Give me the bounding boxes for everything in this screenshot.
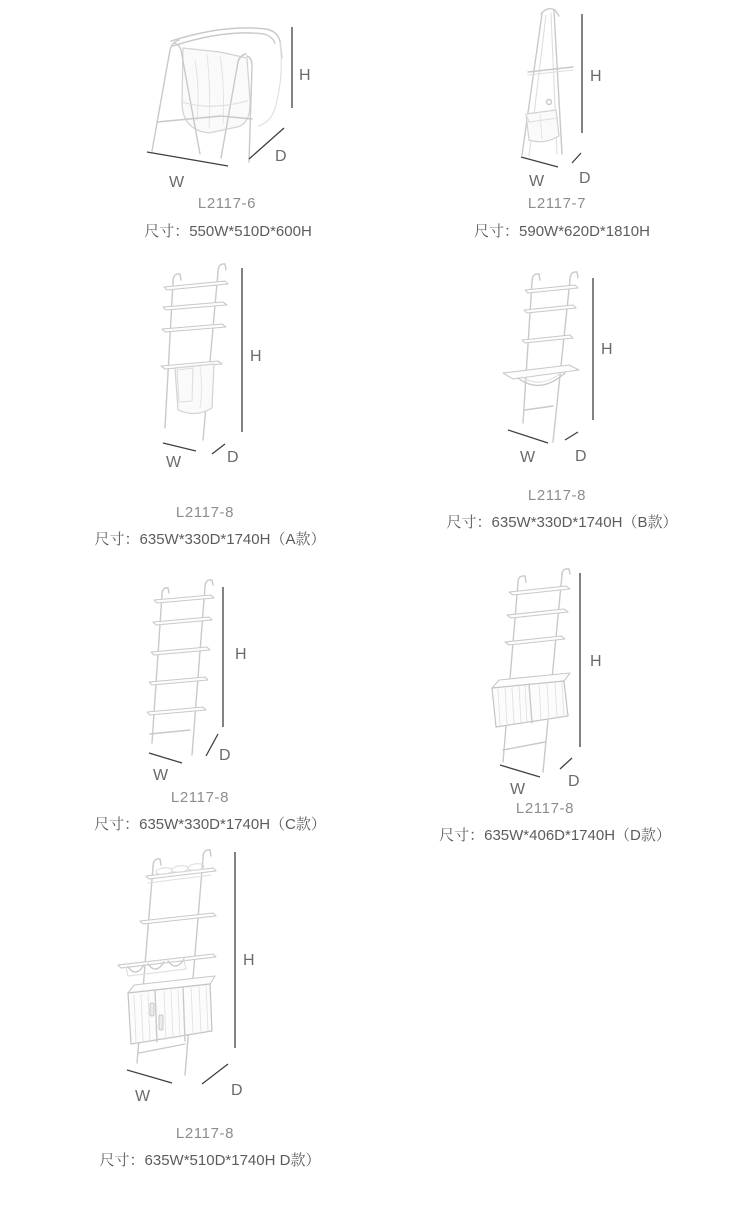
height-label: H	[235, 646, 247, 663]
width-dimension-line	[147, 152, 228, 166]
product-size: 尺寸：635W*510D*1740H D款）	[99, 1152, 321, 1169]
depth-label: D	[568, 773, 580, 790]
furniture-drawing	[492, 569, 570, 772]
depth-dimension-line	[560, 758, 572, 769]
product-model: L2117-7	[527, 195, 587, 212]
magazine-rack-sketch	[125, 10, 340, 192]
height-label: H	[299, 67, 311, 84]
depth-dimension-line	[212, 444, 225, 454]
depth-label: D	[219, 747, 231, 764]
ladder-shelf-a-sketch	[142, 258, 322, 470]
depth-label: D	[575, 448, 587, 465]
depth-dimension-line	[572, 153, 581, 163]
depth-dimension-line	[202, 1064, 228, 1084]
width-label: W	[529, 173, 545, 190]
furniture-drawing	[161, 264, 228, 440]
furniture-drawing	[503, 272, 579, 442]
height-label: H	[250, 348, 262, 365]
furniture-drawing	[118, 850, 216, 1075]
product-size: 尺寸：635W*330D*1740H（A款）	[94, 531, 326, 548]
width-label: W	[510, 781, 526, 798]
product-size: 尺寸：635W*406D*1740H（D款）	[439, 827, 671, 844]
height-label: H	[590, 68, 602, 85]
width-dimension-line	[500, 765, 540, 777]
ladder-shelf-b-sketch	[472, 263, 652, 468]
product-model: L2117-8	[515, 800, 575, 817]
furniture-drawing	[522, 9, 573, 156]
product-model: L2117-8	[527, 487, 587, 504]
product-model: L2117-6	[197, 195, 257, 212]
depth-label: D	[275, 148, 287, 165]
bar-ladder-sketch	[98, 845, 318, 1117]
depth-label: D	[579, 170, 591, 187]
width-label: W	[520, 449, 536, 466]
furniture-drawing	[147, 580, 214, 755]
product-size: 尺寸：635W*330D*1740H（B款）	[446, 514, 678, 531]
product-model: L2117-8	[175, 1125, 235, 1142]
width-dimension-line	[521, 157, 558, 167]
depth-label: D	[227, 449, 239, 466]
width-dimension-line	[127, 1070, 172, 1083]
product-model: L2117-8	[175, 504, 235, 521]
height-label: H	[601, 341, 613, 358]
product-size: 尺寸：635W*330D*1740H（C款）	[94, 816, 326, 833]
width-dimension-line	[163, 443, 196, 451]
product-size: 尺寸：550W*510D*600H	[144, 223, 312, 240]
width-label: W	[153, 767, 169, 784]
furniture-drawing	[152, 28, 282, 162]
depth-label: D	[231, 1082, 243, 1099]
width-dimension-line	[508, 430, 548, 443]
product-size: 尺寸：590W*620D*1810H	[474, 223, 650, 240]
product-model: L2117-8	[170, 789, 230, 806]
coat-rack-sketch	[485, 2, 660, 192]
depth-dimension-line	[565, 432, 578, 440]
width-label: W	[166, 454, 182, 471]
width-label: W	[135, 1088, 151, 1105]
width-label: W	[169, 174, 185, 191]
depth-dimension-line	[206, 734, 218, 756]
height-label: H	[590, 653, 602, 670]
width-dimension-line	[149, 753, 182, 763]
ladder-shelf-c-sketch	[132, 572, 307, 790]
ladder-shelf-d-sketch	[458, 566, 653, 798]
height-label: H	[243, 952, 255, 969]
